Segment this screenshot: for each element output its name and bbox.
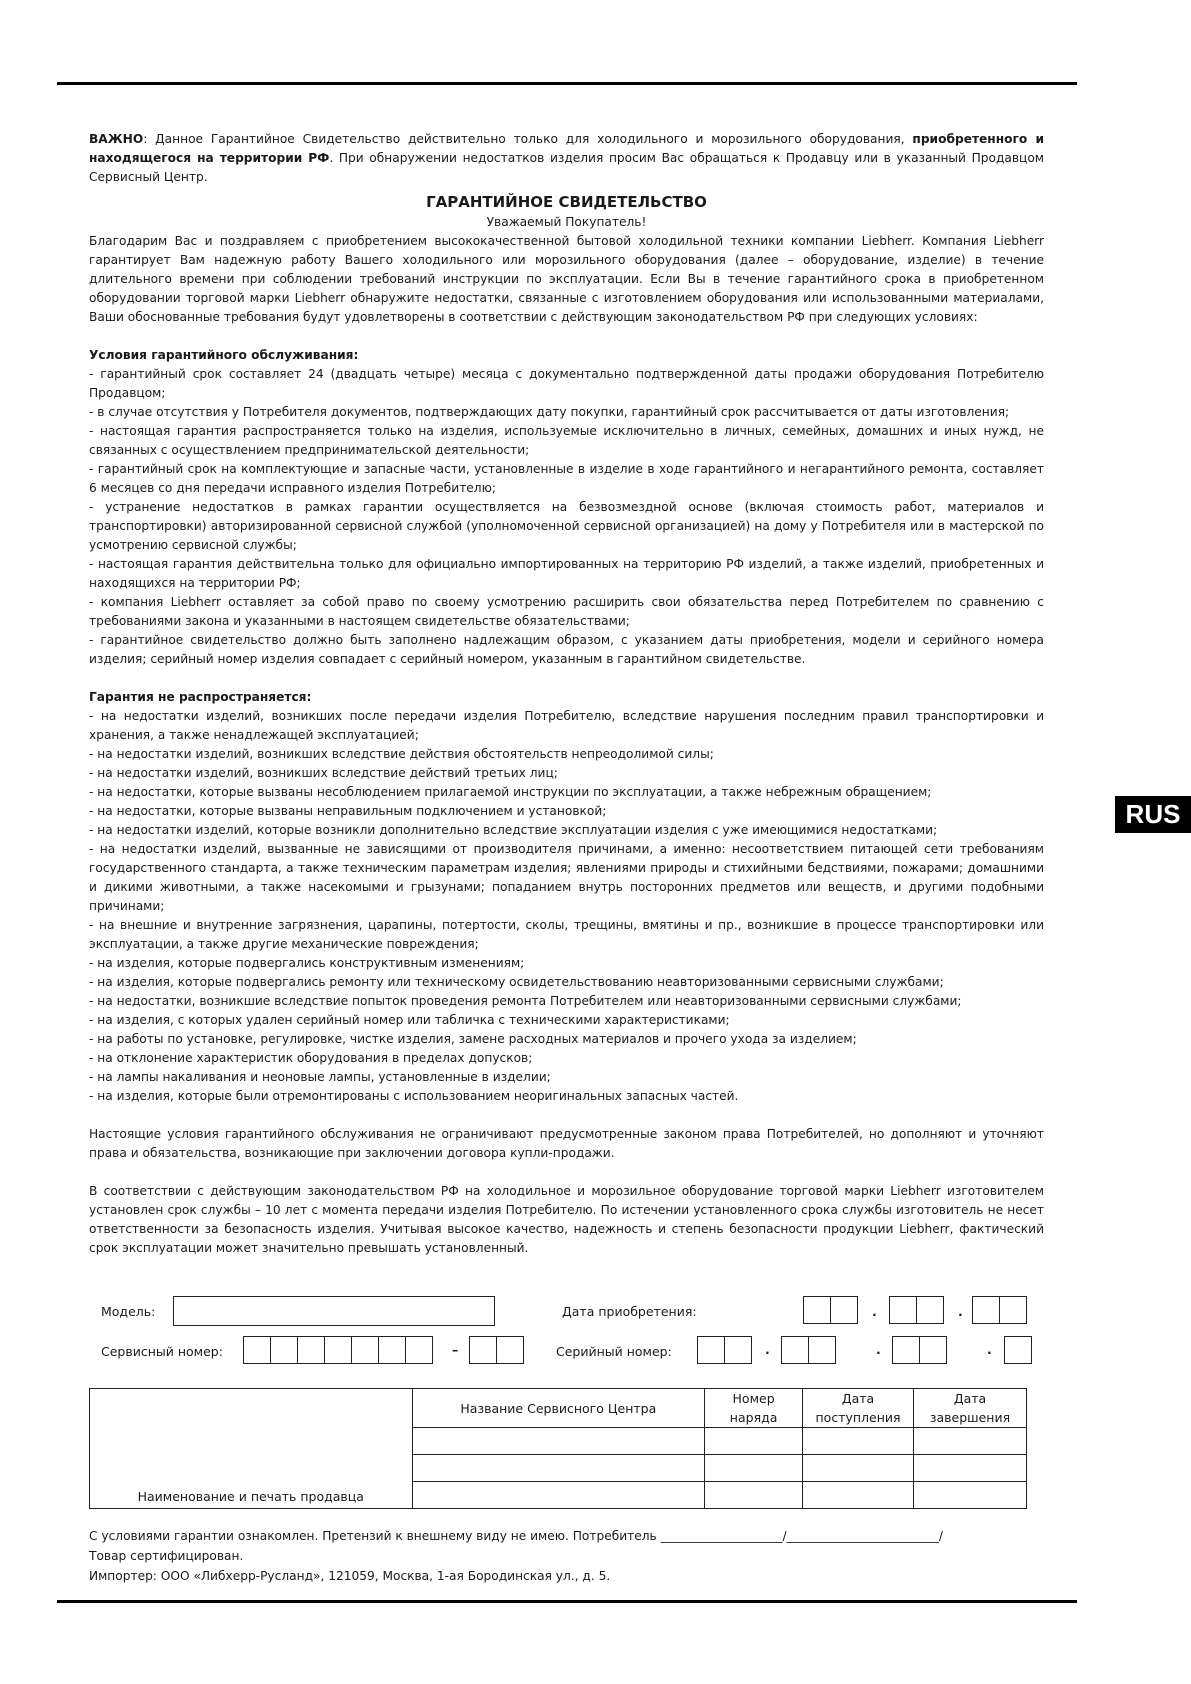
language-tab: RUS: [1115, 796, 1191, 833]
seller-stamp-cell[interactable]: Наименование и печать продавца: [90, 1389, 413, 1509]
exclusion-item: - на изделия, которые были отремонтированы с использованием неоригинальных запасных частей.: [89, 1089, 739, 1103]
exclusion-item: - на недостатки, которые вызваны неправильным подключением и установкой;: [89, 804, 607, 818]
warranty-form: [89, 1296, 1044, 1386]
date-dot: .: [872, 1304, 877, 1319]
exclusion-item: - на отклонение характеристик оборудования в пределах допусков;: [89, 1051, 533, 1065]
conditions-heading: Условия гарантийного обслуживания:: [89, 348, 359, 362]
exclusion-item: - на изделия, с которых удален серийный номер или табличка с техническими характеристиками;: [89, 1013, 730, 1027]
purchase-month-cells[interactable]: [889, 1296, 943, 1324]
purchase-year-cells[interactable]: [972, 1296, 1026, 1324]
header-completed-date: Дата завершения: [914, 1389, 1027, 1428]
important-label: ВАЖНО: [89, 132, 144, 146]
warranty-text: [89, 130, 1044, 1258]
table-cell[interactable]: [914, 1428, 1027, 1455]
exclusion-item: - на работы по установке, регулировке, чистке изделия, замене расходных материалов и прочего ухода за изделием;: [89, 1032, 857, 1046]
purchase-date-label: Дата приобретения:: [562, 1304, 697, 1319]
exclusions-list: [89, 707, 1044, 1106]
table-cell[interactable]: [803, 1455, 914, 1482]
service-life-paragraph: В соответствии с действующим законодательством РФ на холодильное и морозильное оборудование торговой марки Liebherr изготовителем установлен срок службы – 10 лет с момента передачи изделия Потребителю. По истечении установленного срока службы изготовитель не несет ответственности за безопасность изделия. Учитывая высокое качество, надежность и степень безопасности продукции Liebherr, фактический срок эксплуатации может значительно превышать установленный.: [89, 1184, 1044, 1255]
rights-paragraph: Настоящие условия гарантийного обслуживания не ограничивают предусмотренные законом права Потребителей, но дополняют и уточняют права и обязательства, возникающие при заключении договора купли-продажи.: [89, 1127, 1044, 1160]
condition-item: - настоящая гарантия распространяется только на изделия, используемые исключительно в личных, семейных, домашних и иных нужд, не связанных с осуществлением предпринимательской деятельности;: [89, 424, 1044, 457]
serial-cells-3[interactable]: [892, 1336, 946, 1364]
header-order-number: Номер наряда: [705, 1389, 803, 1428]
exclusion-item: - на недостатки, возникшие вследствие попыток проведения ремонта Потребителем или неавторизованными сервисными службами;: [89, 994, 962, 1008]
exclusion-item: - на недостатки изделий, которые возникли дополнительно вследствие эксплуатации изделия с уже имеющимися недостатками;: [89, 823, 938, 837]
exclusion-item: - на лампы накаливания и неоновые лампы, установленные в изделии;: [89, 1070, 551, 1084]
serial-dot: .: [987, 1342, 992, 1357]
important-notice: ВАЖНО: Данное Гарантийное Свидетельство действительно только для холодильного и морозильного оборудования, приобретенного и находящегося на территории РФ. При обнаружении недостатков изделия просим Вас обращаться к Продавцу или в указанный Продавцом Сервисный Центр.: [89, 132, 1044, 184]
purchase-day-cells[interactable]: [803, 1296, 857, 1324]
exclusion-item: - на недостатки изделий, возникших после передачи изделия Потребителю, вследствие нарушения последним правил транспортировки и хранения, а также ненадлежащей эксплуатацией;: [89, 709, 1044, 742]
header-received-date: Дата поступления: [803, 1389, 914, 1428]
exclusion-item: - на недостатки изделий, возникших вследствие действия обстоятельств непреодолимой силы;: [89, 747, 714, 761]
greeting: Уважаемый Покупатель!: [486, 215, 647, 229]
serial-cells-2[interactable]: [781, 1336, 835, 1364]
condition-item: - устранение недостатков в рамках гарантии осуществляется на безвозмездной основе (включая стоимость работ, материалов и транспортировки) авторизированной сервисной службой (уполномоченной сервисной организацией) на дому у Потребителя или в мастерской по усмотрению сервисной службы;: [89, 500, 1044, 552]
service-table: [89, 1388, 1027, 1509]
exclusion-item: - на недостатки изделий, возникших вследствие действий третьих лиц;: [89, 766, 558, 780]
exclusions-heading: Гарантия не распространяется:: [89, 690, 312, 704]
serial-number-label: Серийный номер:: [556, 1344, 672, 1359]
table-cell[interactable]: [705, 1482, 803, 1509]
header-service-center: Название Сервисного Центра: [412, 1389, 705, 1428]
table-cell[interactable]: [412, 1455, 705, 1482]
serial-cells-1[interactable]: [697, 1336, 751, 1364]
exclusion-item: - на недостатки изделий, вызванные не зависящими от производителя причинами, а именно: несоответствием питающей сети требованиям государственного стандарта, а также техническим параметрам изделия; явлениями природы и стихийными бедствиями, пожарами; домашними и дикими животными, а также насекомыми и грызунами; попаданием внутрь посторонних предметов или веществ, и другими подобными причинами;: [89, 842, 1044, 913]
conditions-list: [89, 365, 1044, 669]
exclusion-item: - на недостатки, которые вызваны несоблюдением прилагаемой инструкции по эксплуатации, а также небрежным обращением;: [89, 785, 932, 799]
table-cell[interactable]: [412, 1428, 705, 1455]
service-number-cells[interactable]: [243, 1336, 432, 1364]
footer: [89, 1526, 1049, 1586]
date-dot: .: [958, 1304, 963, 1319]
exclusion-item: - на изделия, которые подвергались ремонту или техническому освидетельствованию неавторизованными сервисными службами;: [89, 975, 944, 989]
condition-item: - настоящая гарантия действительна только для официально импортированных на территорию РФ изделий, а также изделий, приобретенных и находящихся на территории РФ;: [89, 557, 1044, 590]
table-cell[interactable]: [412, 1482, 705, 1509]
top-rule: [57, 82, 1077, 85]
table-cell[interactable]: [705, 1455, 803, 1482]
condition-item: - гарантийный срок составляет 24 (двадцать четыре) месяца с документально подтвержденной даты продажи оборудования Потребителю Продавцом;: [89, 367, 1044, 400]
exclusion-item: - на изделия, которые подвергались конструктивным изменениям;: [89, 956, 525, 970]
intro-paragraph: Благодарим Вас и поздравляем с приобретением высококачественной бытовой холодильной техники компании Liebherr. Компания Liebherr гарантирует Вам надежную работу Вашего холодильного или морозильного оборудования (далее – оборудование, изделие) в течение длительного времени при соблюдении требований инструкции по эксплуатации. Если Вы в течение гарантийного срока в приобретенном оборудовании торговой марки Liebherr обнаружите недостатки, связанные с изготовлением оборудования или использованными материалами, Ваши обоснованные требования будут удовлетворены в соответствии с действующим законодательством РФ при следующих условиях:: [89, 234, 1044, 324]
serial-dot: .: [876, 1342, 881, 1357]
table-cell[interactable]: [803, 1428, 914, 1455]
model-field[interactable]: [173, 1296, 495, 1326]
table-cell[interactable]: [914, 1482, 1027, 1509]
service-dash: –: [452, 1342, 459, 1357]
serial-cells-4[interactable]: [1004, 1336, 1031, 1364]
bottom-rule: [57, 1600, 1077, 1603]
importer-info: Импортер: ООО «Либхерр-Русланд», 121059, Москва, 1-ая Бородинская ул., д. 5.: [89, 1569, 611, 1583]
table-cell[interactable]: [914, 1455, 1027, 1482]
condition-item: - гарантийное свидетельство должно быть заполнено надлежащим образом, с указанием даты приобретения, модели и серийного номера изделия; серийный номер изделия совпадает с серийный номером, указанным в гарантийном свидетельстве.: [89, 633, 1044, 666]
service-number-label: Сервисный номер:: [101, 1344, 223, 1359]
condition-item: - в случае отсутствия у Потребителя документов, подтверждающих дату покупки, гарантийный срок рассчитывается от даты изготовления;: [89, 405, 1010, 419]
condition-item: - гарантийный срок на комплектующие и запасные части, установленные в изделие в ходе гарантийного и негарантийного ремонта, составляет 6 месяцев со дня передачи исправного изделия Потребителю;: [89, 462, 1044, 495]
exclusion-item: - на внешние и внутренние загрязнения, царапины, потертости, сколы, трещины, вмятины и пр., возникшие в процессе транспортировки или эксплуатации, а также другие механические повреждения;: [89, 918, 1044, 951]
document-title: ГАРАНТИЙНОЕ СВИДЕТЕЛЬСТВО: [426, 193, 707, 211]
certified-note: Товар сертифицирован.: [89, 1549, 244, 1563]
serial-dot: .: [765, 1342, 770, 1357]
model-label: Модель:: [101, 1304, 156, 1319]
table-cell[interactable]: [705, 1428, 803, 1455]
table-cell[interactable]: [803, 1482, 914, 1509]
acknowledgement: С условиями гарантии ознакомлен. Претензий к внешнему виду не имею. Потребитель ____________________/_________________________/: [89, 1529, 944, 1543]
service-number-suffix-cells[interactable]: [469, 1336, 523, 1364]
condition-item: - компания Liebherr оставляет за собой право по своему усмотрению расширить свои обязательства перед Потребителем по сравнению с требованиями закона и указанными в настоящем свидетельстве обязательствами;: [89, 595, 1044, 628]
